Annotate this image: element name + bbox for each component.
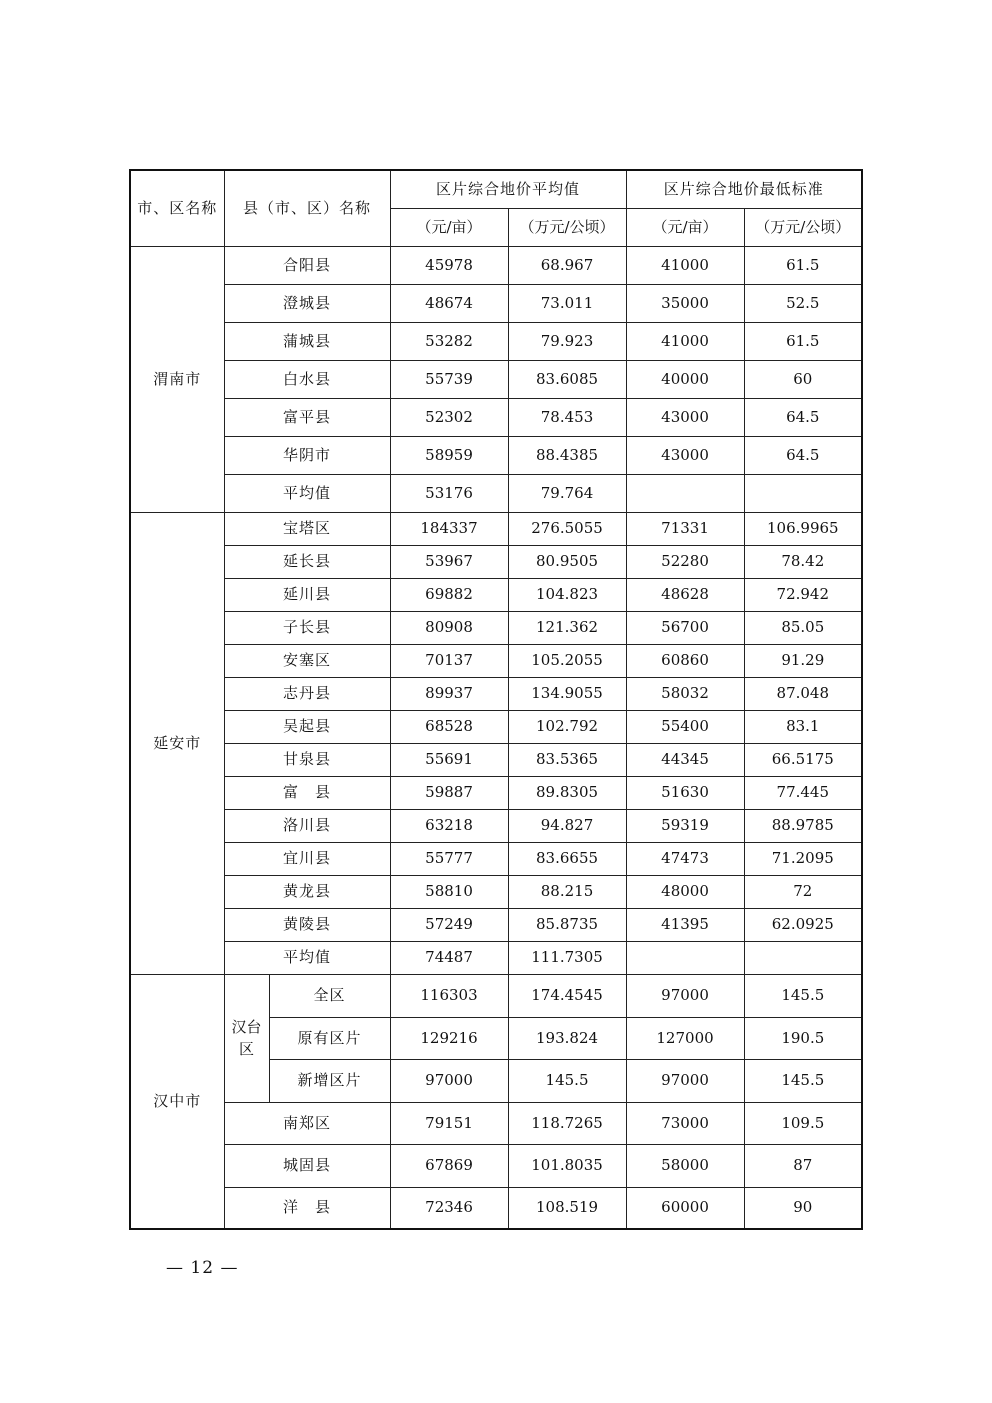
avg-wan-ha: 83.6655 <box>508 842 626 875</box>
min-yuan-mu: 48628 <box>626 578 744 611</box>
table-row <box>130 743 862 776</box>
table-row <box>130 644 862 677</box>
avg-wan-ha: 108.519 <box>508 1187 626 1229</box>
avg-wan-ha: 145.5 <box>508 1059 626 1102</box>
county-name: 富 县 <box>224 776 390 809</box>
table-row <box>130 246 862 284</box>
min-wan-ha: 77.445 <box>744 776 862 809</box>
avg-yuan-mu: 80908 <box>390 611 508 644</box>
avg-yuan-mu: 70137 <box>390 644 508 677</box>
min-yuan-mu: 59319 <box>626 809 744 842</box>
avg-wan-ha: 85.8735 <box>508 908 626 941</box>
min-wan-ha: 64.5 <box>744 398 862 436</box>
avg-wan-ha: 80.9505 <box>508 545 626 578</box>
min-wan-ha: 62.0925 <box>744 908 862 941</box>
header-average-value: 区片综合地价平均值 <box>390 170 626 208</box>
county-name: 延长县 <box>224 545 390 578</box>
avg-yuan-mu: 67869 <box>390 1144 508 1187</box>
table-row <box>130 578 862 611</box>
table-row <box>130 436 862 474</box>
table-row <box>130 360 862 398</box>
min-yuan-mu: 44345 <box>626 743 744 776</box>
min-wan-ha: 83.1 <box>744 710 862 743</box>
avg-wan-ha: 193.824 <box>508 1017 626 1059</box>
min-yuan-mu: 40000 <box>626 360 744 398</box>
avg-wan-ha: 118.7265 <box>508 1102 626 1144</box>
min-wan-ha: 61.5 <box>744 322 862 360</box>
min-wan-ha: 61.5 <box>744 246 862 284</box>
avg-wan-ha: 78.453 <box>508 398 626 436</box>
avg-wan-ha: 79.923 <box>508 322 626 360</box>
county-name: 安塞区 <box>224 644 390 677</box>
avg-wan-ha: 88.4385 <box>508 436 626 474</box>
county-name: 澄城县 <box>224 284 390 322</box>
avg-yuan-mu: 52302 <box>390 398 508 436</box>
table-row <box>130 398 862 436</box>
county-name: 子长县 <box>224 611 390 644</box>
table-row <box>130 1144 862 1187</box>
min-wan-ha: 145.5 <box>744 974 862 1017</box>
min-yuan-mu: 41000 <box>626 322 744 360</box>
min-wan-ha: 145.5 <box>744 1059 862 1102</box>
min-yuan-mu: 43000 <box>626 436 744 474</box>
avg-yuan-mu: 59887 <box>390 776 508 809</box>
min-yuan-mu: 97000 <box>626 1059 744 1102</box>
table-body <box>130 246 862 1229</box>
county-name: 城固县 <box>224 1144 390 1187</box>
table-row <box>130 284 862 322</box>
min-yuan-mu: 56700 <box>626 611 744 644</box>
min-wan-ha: 72.942 <box>744 578 862 611</box>
header-city-name: 市、区名称 <box>130 170 224 246</box>
avg-yuan-mu: 58810 <box>390 875 508 908</box>
min-yuan-mu: 35000 <box>626 284 744 322</box>
min-wan-ha: 85.05 <box>744 611 862 644</box>
table-row <box>130 875 862 908</box>
county-name: 华阴市 <box>224 436 390 474</box>
avg-wan-ha: 104.823 <box>508 578 626 611</box>
avg-yuan-mu: 184337 <box>390 512 508 545</box>
min-wan-ha <box>744 941 862 974</box>
min-yuan-mu: 51630 <box>626 776 744 809</box>
avg-yuan-mu: 53282 <box>390 322 508 360</box>
header-county-name: 县（市、区）名称 <box>224 170 390 246</box>
min-wan-ha: 109.5 <box>744 1102 862 1144</box>
county-name: 蒲城县 <box>224 322 390 360</box>
avg-wan-ha: 73.011 <box>508 284 626 322</box>
avg-yuan-mu: 116303 <box>390 974 508 1017</box>
county-name: 黄陵县 <box>224 908 390 941</box>
min-yuan-mu: 58032 <box>626 677 744 710</box>
min-wan-ha: 78.42 <box>744 545 862 578</box>
header-unit-avg-wan-ha: （万元/公顷） <box>508 208 626 246</box>
min-yuan-mu: 127000 <box>626 1017 744 1059</box>
subarea-name: 全区 <box>269 974 390 1017</box>
city-yanan: 延安市 <box>130 512 224 974</box>
avg-yuan-mu: 74487 <box>390 941 508 974</box>
min-wan-ha: 52.5 <box>744 284 862 322</box>
min-yuan-mu: 60860 <box>626 644 744 677</box>
avg-wan-ha: 83.6085 <box>508 360 626 398</box>
min-wan-ha: 60 <box>744 360 862 398</box>
table-row <box>130 809 862 842</box>
county-name: 合阳县 <box>224 246 390 284</box>
avg-yuan-mu: 45978 <box>390 246 508 284</box>
avg-yuan-mu: 63218 <box>390 809 508 842</box>
min-yuan-mu: 71331 <box>626 512 744 545</box>
district-hantai: 汉台区 <box>224 974 269 1102</box>
subarea-name: 新增区片 <box>269 1059 390 1102</box>
min-wan-ha: 71.2095 <box>744 842 862 875</box>
avg-wan-ha: 102.792 <box>508 710 626 743</box>
min-yuan-mu <box>626 941 744 974</box>
avg-wan-ha: 105.2055 <box>508 644 626 677</box>
avg-wan-ha: 111.7305 <box>508 941 626 974</box>
county-name: 宝塔区 <box>224 512 390 545</box>
avg-wan-ha: 121.362 <box>508 611 626 644</box>
avg-yuan-mu: 89937 <box>390 677 508 710</box>
table-row <box>130 842 862 875</box>
avg-wan-ha: 68.967 <box>508 246 626 284</box>
avg-yuan-mu: 69882 <box>390 578 508 611</box>
avg-yuan-mu: 55739 <box>390 360 508 398</box>
avg-yuan-mu: 58959 <box>390 436 508 474</box>
min-yuan-mu: 52280 <box>626 545 744 578</box>
header-unit-min-wan-ha: （万元/公顷） <box>744 208 862 246</box>
avg-yuan-mu: 72346 <box>390 1187 508 1229</box>
min-yuan-mu: 47473 <box>626 842 744 875</box>
min-wan-ha: 87 <box>744 1144 862 1187</box>
min-wan-ha: 87.048 <box>744 677 862 710</box>
min-yuan-mu: 97000 <box>626 974 744 1017</box>
table-row <box>130 974 862 1017</box>
table-row <box>130 322 862 360</box>
table-row <box>130 908 862 941</box>
avg-wan-ha: 101.8035 <box>508 1144 626 1187</box>
table-row <box>130 677 862 710</box>
min-wan-ha: 64.5 <box>744 436 862 474</box>
header-minimum-standard: 区片综合地价最低标准 <box>626 170 862 208</box>
county-name: 南郑区 <box>224 1102 390 1144</box>
min-wan-ha: 88.9785 <box>744 809 862 842</box>
subarea-name: 原有区片 <box>269 1017 390 1059</box>
county-name: 吴起县 <box>224 710 390 743</box>
county-name: 黄龙县 <box>224 875 390 908</box>
table-row-average <box>130 474 862 512</box>
county-name: 富平县 <box>224 398 390 436</box>
avg-wan-ha: 79.764 <box>508 474 626 512</box>
min-yuan-mu: 60000 <box>626 1187 744 1229</box>
avg-yuan-mu: 53967 <box>390 545 508 578</box>
min-wan-ha <box>744 474 862 512</box>
county-name: 甘泉县 <box>224 743 390 776</box>
min-yuan-mu: 41000 <box>626 246 744 284</box>
min-yuan-mu: 55400 <box>626 710 744 743</box>
land-price-table <box>129 169 863 1230</box>
avg-wan-ha: 174.4545 <box>508 974 626 1017</box>
min-wan-ha: 90 <box>744 1187 862 1229</box>
avg-wan-ha: 134.9055 <box>508 677 626 710</box>
avg-yuan-mu: 129216 <box>390 1017 508 1059</box>
table-header <box>130 170 862 246</box>
page-number: — 12 — <box>166 1258 239 1278</box>
table-row <box>130 1102 862 1144</box>
min-yuan-mu: 58000 <box>626 1144 744 1187</box>
min-wan-ha: 106.9965 <box>744 512 862 545</box>
avg-wan-ha: 89.8305 <box>508 776 626 809</box>
min-yuan-mu <box>626 474 744 512</box>
county-name: 洛川县 <box>224 809 390 842</box>
avg-wan-ha: 276.5055 <box>508 512 626 545</box>
avg-yuan-mu: 68528 <box>390 710 508 743</box>
min-wan-ha: 72 <box>744 875 862 908</box>
county-name: 白水县 <box>224 360 390 398</box>
min-yuan-mu: 43000 <box>626 398 744 436</box>
avg-wan-ha: 88.215 <box>508 875 626 908</box>
table-row <box>130 611 862 644</box>
min-yuan-mu: 48000 <box>626 875 744 908</box>
table-row <box>130 1187 862 1229</box>
table-row-average <box>130 941 862 974</box>
avg-yuan-mu: 55691 <box>390 743 508 776</box>
avg-yuan-mu: 79151 <box>390 1102 508 1144</box>
avg-wan-ha: 83.5365 <box>508 743 626 776</box>
county-name: 志丹县 <box>224 677 390 710</box>
avg-wan-ha: 94.827 <box>508 809 626 842</box>
avg-yuan-mu: 48674 <box>390 284 508 322</box>
county-name: 平均值 <box>224 474 390 512</box>
header-unit-min-yuan-mu: （元/亩） <box>626 208 744 246</box>
min-wan-ha: 66.5175 <box>744 743 862 776</box>
county-name: 洋 县 <box>224 1187 390 1229</box>
city-hanzhong: 汉中市 <box>130 974 224 1229</box>
avg-yuan-mu: 97000 <box>390 1059 508 1102</box>
min-yuan-mu: 73000 <box>626 1102 744 1144</box>
avg-yuan-mu: 53176 <box>390 474 508 512</box>
table-row <box>130 545 862 578</box>
min-wan-ha: 190.5 <box>744 1017 862 1059</box>
table-row <box>130 512 862 545</box>
min-yuan-mu: 41395 <box>626 908 744 941</box>
avg-yuan-mu: 55777 <box>390 842 508 875</box>
city-weinan: 渭南市 <box>130 246 224 512</box>
table-row <box>130 776 862 809</box>
header-unit-avg-yuan-mu: （元/亩） <box>390 208 508 246</box>
table-row <box>130 710 862 743</box>
county-name: 平均值 <box>224 941 390 974</box>
county-name: 宜川县 <box>224 842 390 875</box>
avg-yuan-mu: 57249 <box>390 908 508 941</box>
county-name: 延川县 <box>224 578 390 611</box>
min-wan-ha: 91.29 <box>744 644 862 677</box>
